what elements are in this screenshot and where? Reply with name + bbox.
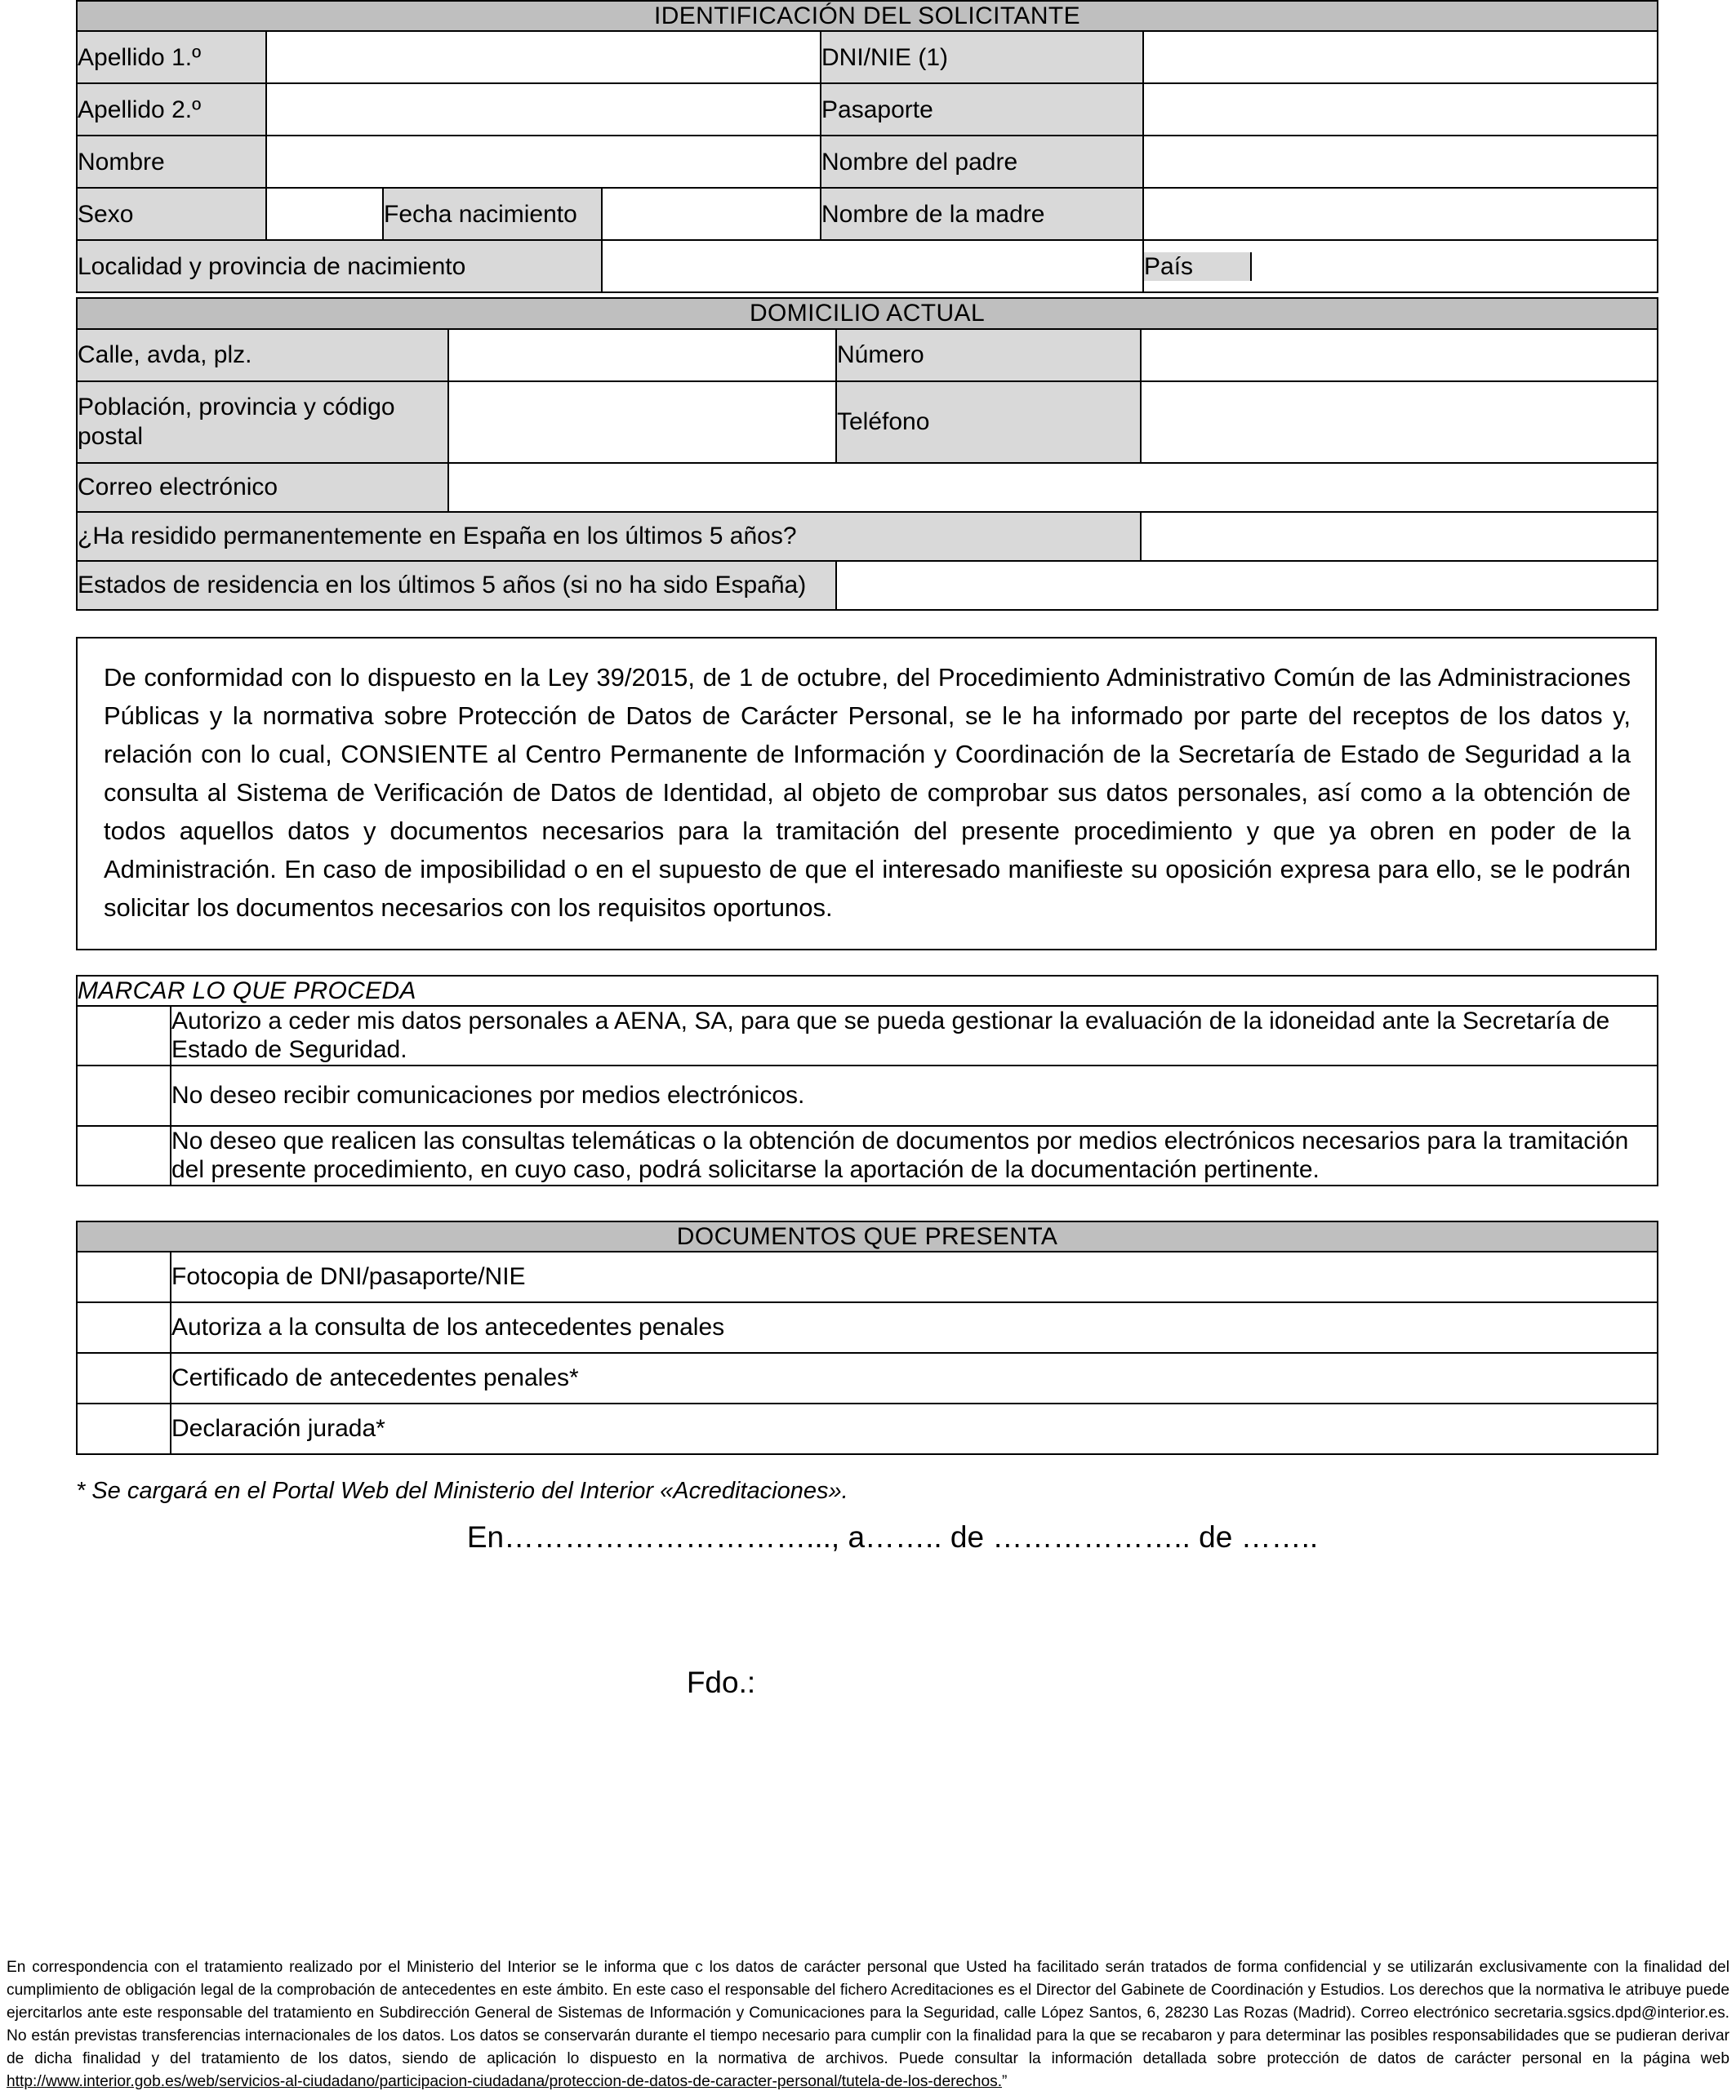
documentos-table xyxy=(76,1221,1658,1455)
identificacion-header-row xyxy=(77,1,1658,31)
marcar-title: MARCAR LO QUE PROCEDA xyxy=(77,976,1658,1006)
label-apellido1: Apellido 1.º xyxy=(77,31,266,83)
consent-box xyxy=(76,637,1657,950)
documentos-header: DOCUMENTOS QUE PRESENTA xyxy=(77,1221,1658,1252)
signature-label: Fdo.: xyxy=(686,1665,756,1699)
checkbox-fotocopia-dni[interactable] xyxy=(77,1252,171,1302)
checkbox-autorizo-aena[interactable] xyxy=(77,1006,171,1066)
label-sexo: Sexo xyxy=(77,188,266,240)
label-nombre: Nombre xyxy=(77,136,266,188)
input-fecha-nacimiento[interactable] xyxy=(602,188,821,240)
marcar-title-row xyxy=(77,976,1658,1006)
label-poblacion: Población, provincia y código postal xyxy=(77,381,448,463)
label-estados-residencia: Estados de residencia en los últimos 5 años (si no ha sido España) xyxy=(77,561,836,610)
domicilio-header-row xyxy=(77,298,1658,328)
label-correo: Correo electrónico xyxy=(77,463,448,512)
input-estados-residencia[interactable] xyxy=(836,561,1658,610)
legal-text-part1: En correspondencia con el tratamiento realizado por el Ministerio del Interior se le informa que c los datos de carácter personal que Usted ha facilitado serán tratados de forma confidencial y se utilizarán exclusivamente con la finalidad del cumplimiento de obligación legal de la comprobación de antecedentes en este ámbito. En este caso el responsable del fichero Acreditaciones es el Director del Gabinete de Coordinación y Estudios. Los derechos que la normativa le atribuye puede ejercitarlos ante este responsable del tratamiento en Subdirección General de Sistemas de Información y Comunicaciones para la Seguridad, calle López Santos, 6, 28230 Las Rozas (Madrid). Correo electrónico secretaria.sgsics.dpd@interior.es. No están previstas transferencias internacionales de los datos. Los datos se conservarán durante el tiempo necesario para cumplir con la finalidad para la que se recabaron y para determinar las posibles responsabilidades que se pudieran derivar de dicha finalidad y del tratamiento de los datos, siendo de aplicación lo dispuesto en la normativa de archivos. Puede consultar la información detallada sobre protección de datos de carácter personal en la página web xyxy=(7,1958,1729,2067)
input-poblacion[interactable] xyxy=(448,381,836,463)
input-apellido2[interactable] xyxy=(266,83,821,136)
row-sexo-fecha xyxy=(77,188,1658,240)
marcar-option-row xyxy=(77,1006,1658,1066)
label-numero: Número xyxy=(836,329,1141,381)
domicilio-table xyxy=(76,297,1658,610)
label-apellido2: Apellido 2.º xyxy=(77,83,266,136)
label-nombre-padre: Nombre del padre xyxy=(821,136,1143,188)
documento-label-0: Fotocopia de DNI/pasaporte/NIE xyxy=(171,1252,1658,1302)
marcar-table xyxy=(76,975,1658,1186)
checkbox-declaracion-jurada[interactable] xyxy=(77,1404,171,1454)
table-row xyxy=(77,1252,1658,1302)
input-calle[interactable] xyxy=(448,329,836,381)
documento-label-1: Autoriza a la consulta de los antecedentes penales xyxy=(171,1302,1658,1353)
legal-text-part2: ” xyxy=(1002,2072,1008,2090)
row-localidad-pais xyxy=(77,240,1658,292)
pais-cell xyxy=(1143,240,1658,292)
label-pais: País xyxy=(1144,252,1251,281)
input-localidad[interactable] xyxy=(602,240,1143,292)
input-correo[interactable] xyxy=(448,463,1658,512)
input-dni-nie[interactable] xyxy=(1143,31,1658,83)
checkbox-certificado-antecedentes[interactable] xyxy=(77,1353,171,1404)
label-telefono: Teléfono xyxy=(836,381,1141,463)
domicilio-header: DOMICILIO ACTUAL xyxy=(77,298,1658,328)
row-estados-residencia xyxy=(77,561,1658,610)
legal-url[interactable]: http://www.interior.gob.es/web/servicios-al-ciudadano/participacion-ciudadana/proteccion-de-datos-de-caracter-personal/tutela-de-los-derechos. xyxy=(7,2072,1003,2090)
checkbox-no-consultas-telematicas[interactable] xyxy=(77,1126,171,1186)
marcar-option-label-0: Autorizo a ceder mis datos personales a AENA, SA, para que se pueda gestionar la evaluación de la idoneidad ante la Secretaría de Estado de Seguridad. xyxy=(171,1006,1658,1066)
input-sexo[interactable] xyxy=(266,188,383,240)
row-apellido2 xyxy=(77,83,1658,136)
label-fecha-nacimiento: Fecha nacimiento xyxy=(383,188,602,240)
label-pasaporte: Pasaporte xyxy=(821,83,1143,136)
input-apellido1[interactable] xyxy=(266,31,821,83)
input-pais[interactable] xyxy=(1251,252,1657,281)
marcar-option-row xyxy=(77,1126,1658,1186)
label-nombre-madre: Nombre de la madre xyxy=(821,188,1143,240)
row-calle-numero xyxy=(77,329,1658,381)
input-numero[interactable] xyxy=(1141,329,1658,381)
identificacion-table xyxy=(76,0,1658,293)
label-dni-nie: DNI/NIE (1) xyxy=(821,31,1143,83)
row-residido xyxy=(77,512,1658,561)
label-residido-espana: ¿Ha residido permanentemente en España en los últimos 5 años? xyxy=(77,512,1141,561)
consent-text: De conformidad con lo dispuesto en la Ley 39/2015, de 1 de octubre, del Procedimiento Administrativo Común de las Administraciones Públicas y la normativa sobre Protección de Datos de Carácter Personal, se le ha informado por parte del receptos de los datos y, relación con lo cual, CONSIENTE al Centro Permanente de Información y Coordinación de la Secretaría de Estado de Seguridad a la consulta al Sistema de Verificación de Datos de Identidad, al objeto de comprobar sus datos personales, así como a la obtención de todos aquellos datos y documentos necesarios para la tramitación del presente procedimiento y que ya obren en poder de la Administración. En caso de imposibilidad o en el supuesto de que el interesado manifieste su oposición expresa para ello, se le podrán solicitar los documentos necesarios con los requisitos oportunos. xyxy=(104,662,1631,923)
table-row xyxy=(77,1404,1658,1454)
identificacion-header: IDENTIFICACIÓN DEL SOLICITANTE xyxy=(77,1,1658,31)
row-poblacion-telefono xyxy=(77,381,1658,463)
checkbox-no-comunicaciones-electronicas[interactable] xyxy=(77,1066,171,1126)
row-apellido1 xyxy=(77,31,1658,83)
input-residido-espana[interactable] xyxy=(1141,512,1658,561)
legal-fineprint xyxy=(7,1956,1729,2093)
marcar-option-row xyxy=(77,1066,1658,1126)
input-nombre-padre[interactable] xyxy=(1143,136,1658,188)
documento-label-3: Declaración jurada* xyxy=(171,1404,1658,1454)
label-localidad: Localidad y provincia de nacimiento xyxy=(77,240,602,292)
documento-label-2: Certificado de antecedentes penales* xyxy=(171,1353,1658,1404)
documentos-section xyxy=(0,1221,1736,1455)
input-nombre[interactable] xyxy=(266,136,821,188)
table-row xyxy=(77,1353,1658,1404)
label-calle: Calle, avda, plz. xyxy=(77,329,448,381)
marcar-option-label-2: No deseo que realicen las consultas telemáticas o la obtención de documentos por medios electrónicos necesarios para la tramitación del presente procedimiento, en cuyo caso, podrá solicitarse la aportación de la documentación pertinente. xyxy=(171,1126,1658,1186)
place-date-line[interactable]: En…………………………..., a…….. de ……………….. de …….. xyxy=(466,1519,1319,1554)
input-nombre-madre[interactable] xyxy=(1143,188,1658,240)
table-row xyxy=(77,1302,1658,1353)
row-correo xyxy=(77,463,1658,512)
checkbox-autoriza-antecedentes[interactable] xyxy=(77,1302,171,1353)
documentos-header-row xyxy=(77,1221,1658,1252)
footnote-asterisk: * Se cargará en el Portal Web del Ministerio del Interior «Acreditaciones». xyxy=(76,1477,848,1504)
marcar-section xyxy=(0,975,1736,1186)
marcar-option-label-1: No deseo recibir comunicaciones por medios electrónicos. xyxy=(171,1066,1658,1126)
input-telefono[interactable] xyxy=(1141,381,1658,463)
row-nombre xyxy=(77,136,1658,188)
input-pasaporte[interactable] xyxy=(1143,83,1658,136)
